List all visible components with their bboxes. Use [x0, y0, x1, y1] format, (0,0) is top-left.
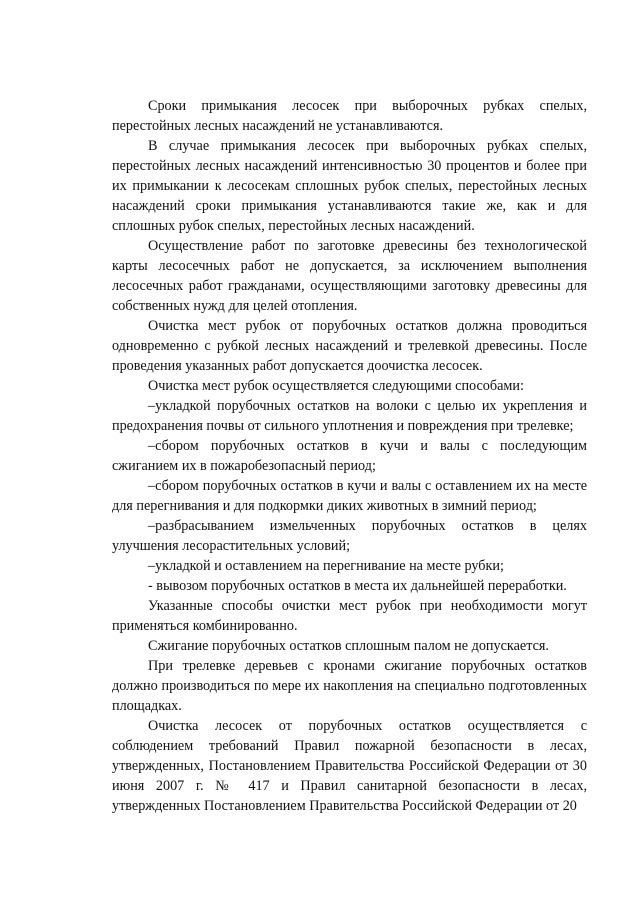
- paragraph-cleanup-timing: Очистка мест рубок от порубочных остатков должна проводиться одновременно с рубкой лесных насаждений и трелевкой древесины. После проведения указанных работ допускается доочистка лесосек.: [112, 318, 587, 374]
- list-item-method-removal: - вывозом порубочных остатков в места их дальнейшей переработки.: [148, 578, 567, 594]
- list-item-method-skid-trails: –укладкой порубочных остатков на волоки с целью их укрепления и предохранения почвы от сильного уплотнения и повреждения при трелевке;: [112, 398, 587, 434]
- paragraph-fire-safety-rules: Очистка лесосек от порубочных остатков осуществляется с соблюдением требований Правил пожарной безопасности в лесах, утвержденных, Постановлением Правительства Российской Федерации от 30 июня 2007 г. № 417 и Правил санитарной безопасности в лесах, утвержденных Постановлением Правительства Российской Федерации от 20: [112, 718, 587, 814]
- paragraph-adjacency-intensity: В случае примыкания лесосек при выборочных рубках спелых, перестойных лесных насаждений интенсивностью 30 процентов и более при их примыкании к лесосекам сплошных рубок спелых, перестойных лесных насаждений сроки примыкания устанавливаются такие же, как и для сплошных рубок спелых, перестойных лесных насаждений.: [112, 138, 587, 234]
- paragraph-skidding-burning: При трелевке деревьев с кронами сжигание порубочных остатков должно производиться по мере их накопления на специально подготовленных площадках.: [112, 658, 587, 714]
- document-page: [112, 96, 587, 816]
- list-item-method-laying-on-site: –укладкой и оставлением на перегнивание на месте рубки;: [148, 558, 504, 574]
- paragraph-technological-map: Осуществление работ по заготовке древесины без технологической карты лесосечных работ не допускается, за исключением выполнения лесосечных работ гражданами, осуществляющими заготовку древесины для собственных нужд для целей отопления.: [112, 238, 587, 314]
- list-item-method-piles-rotting: –сбором порубочных остатков в кучи и валы с оставлением их на месте для перегнивания и для подкормки диких животных в зимний период;: [112, 478, 587, 514]
- paragraph-combined-methods: Указанные способы очистки мест рубок при необходимости могут применяться комбинированно.: [112, 598, 587, 634]
- paragraph-adjacency-selective: Сроки примыкания лесосек при выборочных рубках спелых, перестойных лесных насаждений не устанавливаются.: [112, 98, 587, 134]
- list-item-method-scattering: –разбрасыванием измельченных порубочных остатков в целях улучшения лесорастительных условий;: [112, 518, 587, 554]
- paragraph-cleanup-methods-intro: Очистка мест рубок осуществляется следующими способами:: [148, 378, 524, 394]
- paragraph-no-continuous-fire: Сжигание порубочных остатков сплошным палом не допускается.: [148, 638, 549, 654]
- list-item-method-burning: –сбором порубочных остатков в кучи и валы с последующим сжиганием их в пожаробезопасный период;: [112, 438, 587, 474]
